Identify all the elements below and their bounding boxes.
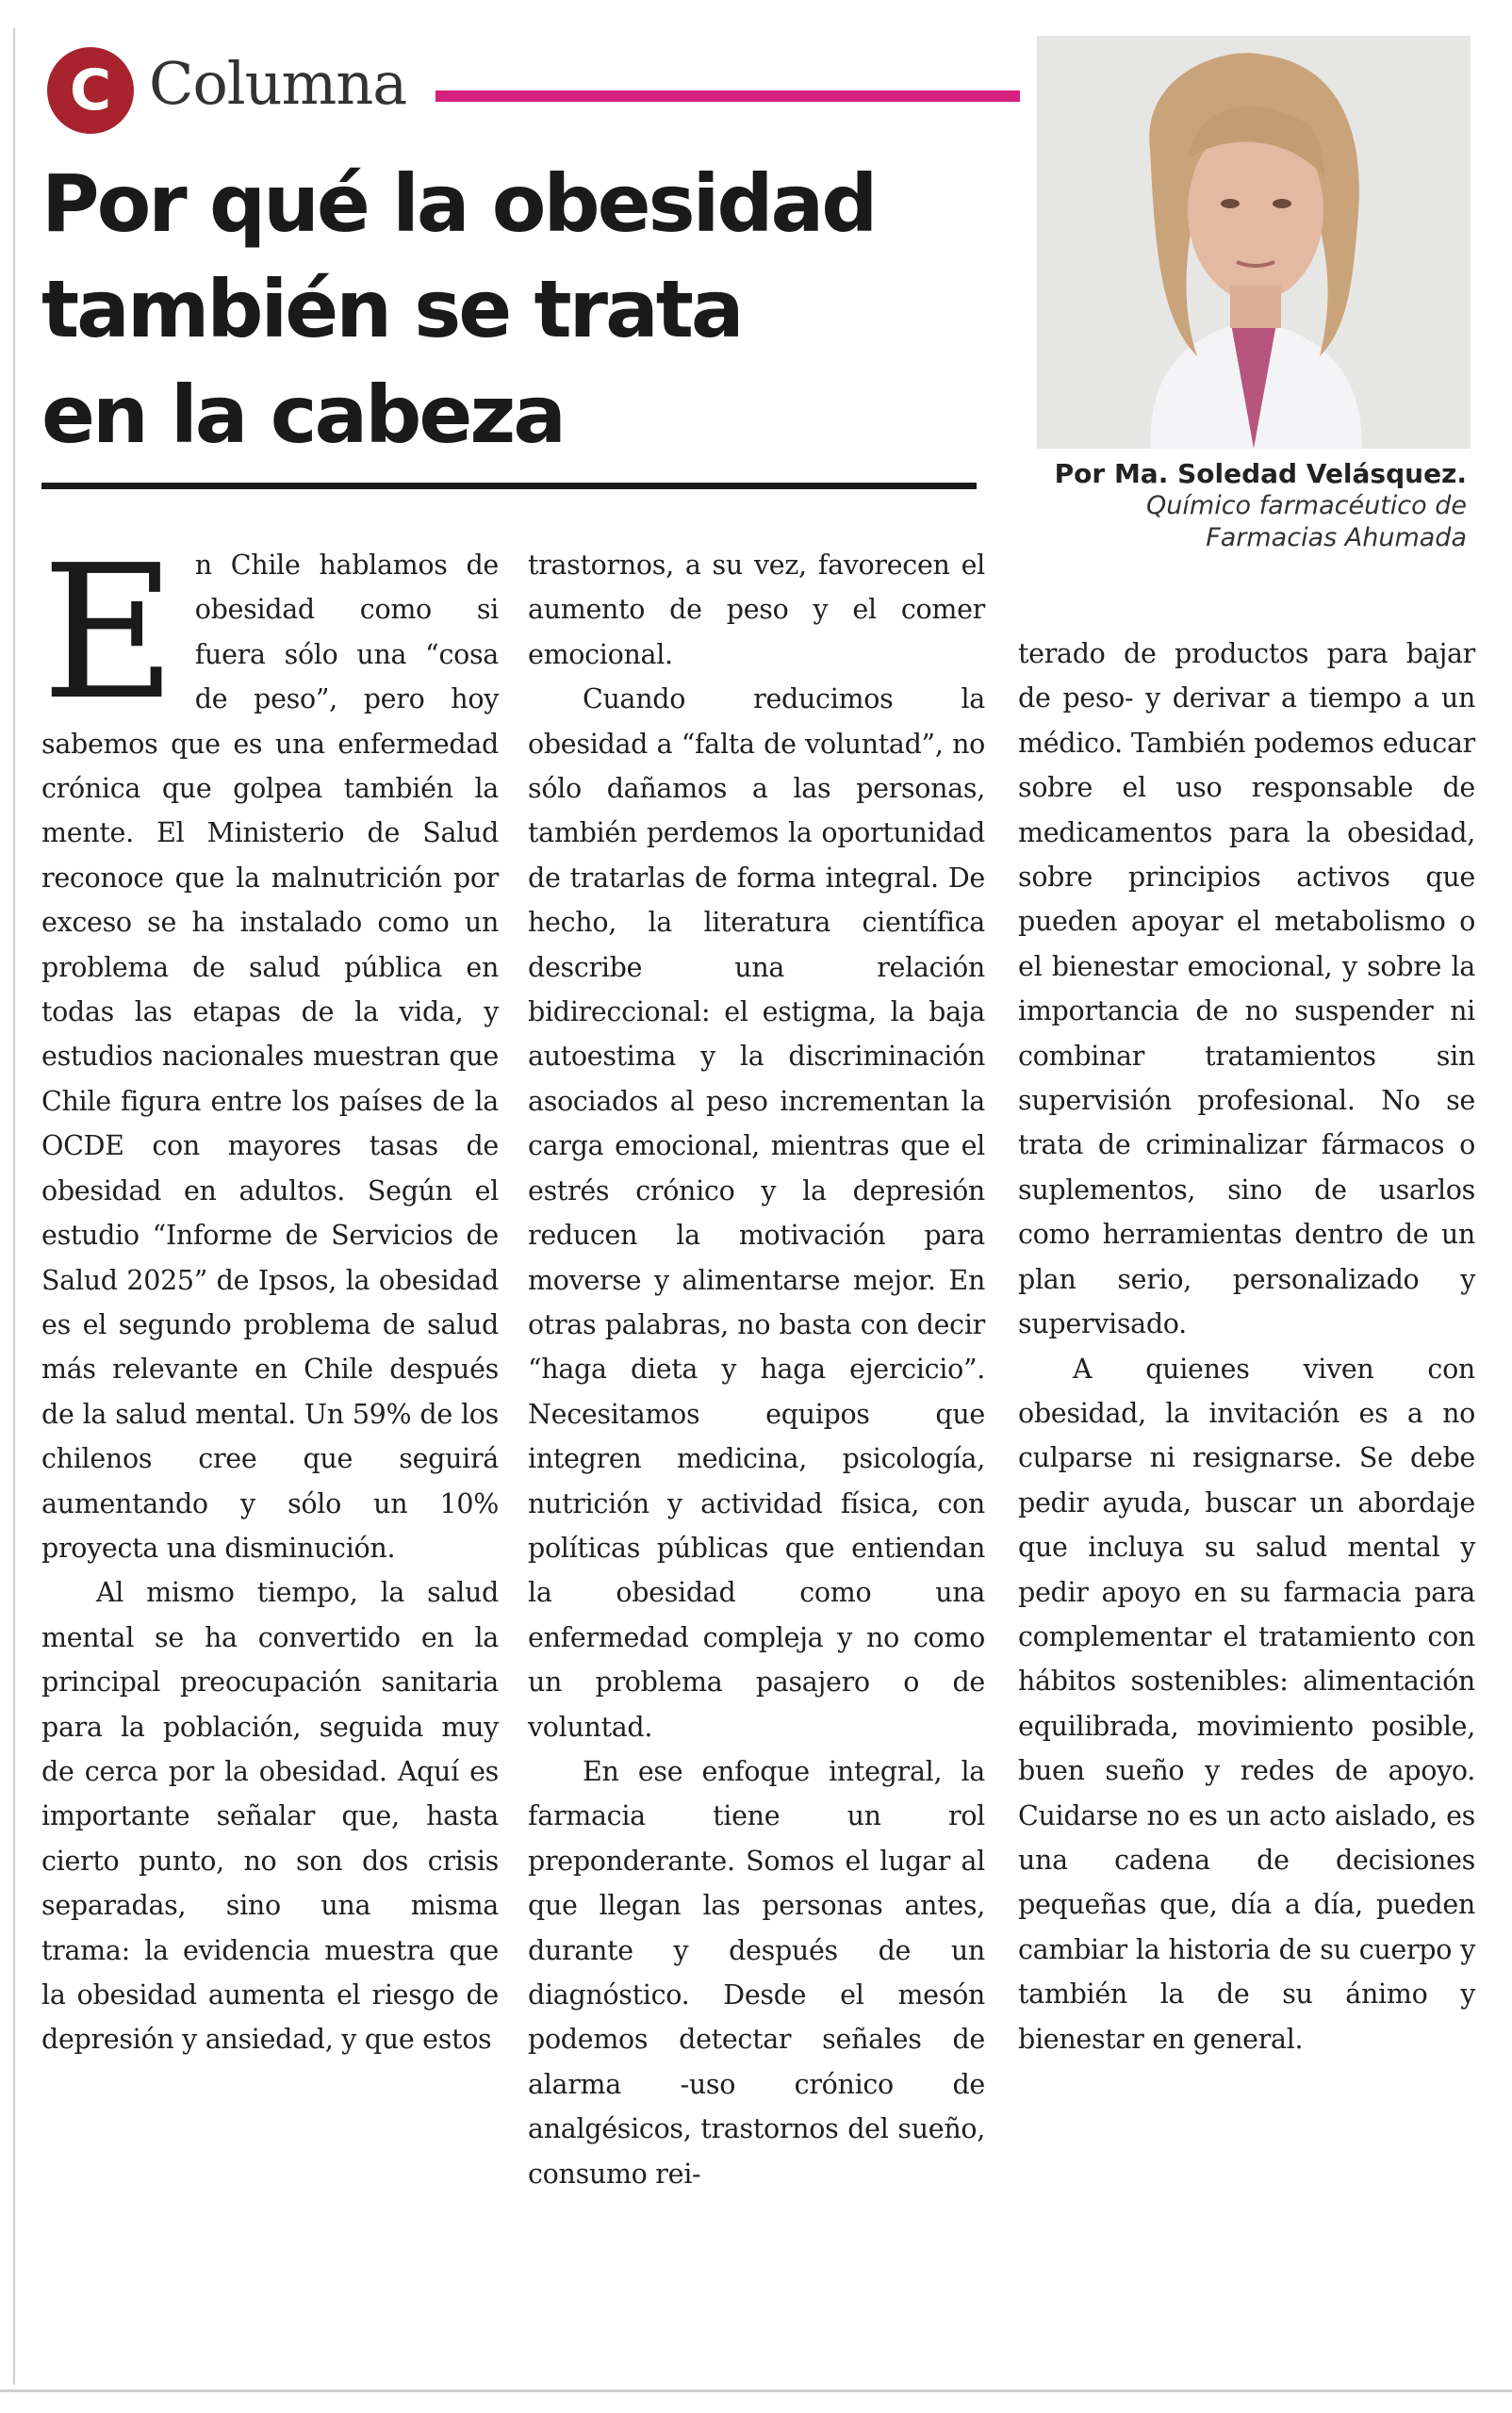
headline-rule — [41, 483, 977, 489]
author-byline — [999, 458, 1467, 554]
author-name: Por Ma. Soledad Velásquez. — [1054, 458, 1467, 489]
author-photo-illustration — [1037, 36, 1471, 449]
article-column-2 — [528, 543, 985, 2196]
section-badge: C — [47, 47, 134, 134]
article-paragraph: terado de productos para bajar de peso- y derivar a tiempo a un médico. También podemos educar sobre el uso responsable de medicamentos para la obesidad, sobre principios activos que pueden apoyar el metabolismo o el bienestar emocional, y sobre la importancia de no suspender ni combinar tratamientos sin supervisión profesional. No se trata de criminalizar fármacos o suplementos, sino de usarlos como herramientas dentro de un plan serio, personalizado y supervisado. — [1018, 638, 1475, 1340]
article-paragraph: trastornos, a su vez, favorecen el aumento de peso y el comer emocional. — [528, 550, 985, 670]
article-paragraph: En ese enfoque integral, la farmacia tiene un rol preponderante. Somos el lugar al que llegan las personas antes, durante y después de un diagnóstico. Desde el mesón podemos detectar señales de alarma -uso crónico de analgésicos, trastornos del sueño, consumo rei- — [528, 1755, 985, 2190]
author-role-1: Químico farmacéutico de — [1146, 491, 1467, 520]
article-paragraph: Al mismo tiempo, la salud mental se ha convertido en la principal preocupación sanitaria para la población, seguida muy de cerca por la obesidad. Aquí es importante señalar que, hasta cierto punto, no son dos crisis separadas, sino una misma trama: la evidencia muestra que la obesidad aumenta el riesgo de depresión y ansiedad, y que estos — [41, 1577, 499, 2056]
section-rule — [436, 90, 1020, 102]
headline — [41, 151, 994, 468]
article-column-1 — [41, 526, 499, 2062]
drop-cap: E — [41, 526, 176, 741]
headline-line-2: también se trata — [41, 263, 742, 355]
left-border — [13, 28, 15, 2385]
paragraph-text: n Chile hablamos de obesidad como si fuera sólo una “cosa de peso”, pero hoy sabemos que es una enfermedad crónica que golpea también la mente. El Ministerio de Salud reconoce que la malnutrición por exceso se ha instalado como un problema de salud pública en todas las etapas de la vida, y estudios nacionales muestran que Chile figura entre los países de la OCDE con mayores tasas de obesidad en adultos. Según el estudio “Informe de Servicios de Salud 2025” de Ipsos, la obesidad es el segundo problema de salud más relevante en Chile después de la salud mental. Un 59% de los chilenos cree que seguirá aumentando y sólo un 10% proyecta una disminución. — [41, 550, 499, 1564]
headline-line-1: Por qué la obesidad — [41, 157, 876, 250]
article-paragraph: Cuando reducimos la obesidad a “falta de voluntad”, no sólo dañamos a las personas, también perdemos la oportunidad de tratarlas de forma integral. De hecho, la literatura científica describe una relación bidireccional: el estigma, la baja autoestima y la discriminación asociados al peso incrementan la carga emocional, mientras que el estrés crónico y la depresión reducen la motivación para moverse y alimentarse mejor. En otras palabras, no basta con decir “haga dieta y haga ejercicio”. Necesitamos equipos que integren medicina, psicología, nutrición y actividad física, con políticas públicas que entiendan la obesidad como una enfermedad compleja y no como un problema pasajero o de voluntad. — [528, 683, 985, 1743]
headline-line-3: en la cabeza — [41, 369, 564, 461]
bottom-rule — [0, 2389, 1512, 2392]
article-paragraph: A quienes viven con obesidad, la invitación es a no culparse ni resignarse. Se debe pedir ayuda, buscar un abordaje que incluya su salud mental y pedir apoyo en su farmacia para complementar el tratamiento con hábitos sostenibles: alimentación equilibrada, movimiento posible, buen sueño y redes de apoyo. Cuidarse no es un acto aislado, es una cadena de decisiones pequeñas que, día a día, pueden cambiar la historia de su cuerpo y también la de su ánimo y bienestar en general. — [1018, 1353, 1475, 2055]
article-column-3 — [1018, 632, 1475, 2061]
section-name: Columna — [149, 49, 407, 118]
author-role-2: Farmacias Ahumada — [1206, 523, 1467, 552]
article-paragraph — [41, 526, 499, 1570]
author-photo — [1037, 36, 1471, 449]
